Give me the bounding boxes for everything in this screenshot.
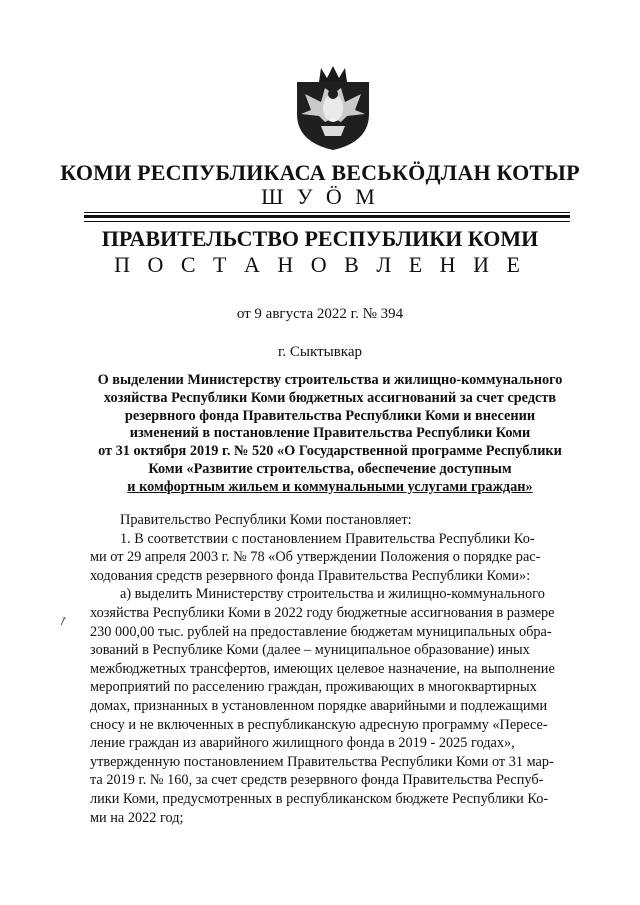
paragraph-line: лики Коми, предусмотренных в республиканском бюджете Республики Ко- (90, 790, 549, 807)
paragraph-line: мероприятий по расселению граждан, проживающих в многоквартирных (90, 679, 537, 696)
coat-of-arms-icon (291, 64, 375, 152)
title-line: и комфортным жильем и коммунальными услугами граждан» (127, 478, 533, 495)
paragraph-line: сносу и не включенных в республиканскую адресную программу «Пересе- (90, 716, 548, 733)
date-number: от 9 августа 2022 г. № 394 (236, 306, 404, 322)
title-line: О выделении Министерству строительства и жилищно-коммунального (97, 372, 563, 388)
paragraph-line: домах, признанных в установленном порядке аварийными и подлежащими (90, 697, 548, 714)
title-line: от 31 октября 2019 г. № 520 «О Государственной программе Республики (98, 443, 562, 460)
title-line: хозяйства Республики Коми бюджетных ассигнований за счет средств (103, 389, 557, 406)
title-line: резервного фонда Правительства Республики Коми и внесении (124, 407, 536, 424)
komi-subtitle: Ш У Ӧ М (261, 184, 379, 209)
city: г. Сыктывкар (277, 344, 363, 360)
paragraph-line: утвержденную постановлением Правительства Республики Коми от 31 мар- (90, 753, 554, 770)
resolution-title (70, 372, 590, 497)
divider (84, 212, 570, 213)
divider (84, 215, 570, 218)
government-title: ПРАВИТЕЛЬСТВО РЕСПУБЛИКИ КОМИ (101, 226, 539, 251)
paragraph-line: та 2019 г. № 160, за счет средств резервного фонда Правительства Респуб- (90, 772, 544, 789)
paragraph-line: а) выделить Министерству строительства и жилищно-коммунального (120, 586, 545, 603)
margin-mark: ↗ (55, 612, 70, 630)
komi-title: КОМИ РЕСПУБЛИКАСА ВЕСЬКӦДЛАН КОТЫР (60, 160, 580, 185)
paragraph-line: ми на 2022 год; (90, 809, 184, 826)
paragraph-line: ходования средств резервного фонда Правительства Республики Коми»: (90, 567, 531, 584)
document-type: П О С Т А Н О В Л Е Н И Е (114, 252, 526, 277)
title-line: изменений в постановление Правительства Республики Коми (129, 425, 531, 442)
paragraph-line: зований в Республике Коми (далее – муниципальное образование) иных (90, 642, 530, 659)
title-line: Коми «Развитие строительства, обеспечение доступным (148, 460, 512, 477)
paragraph-line: 230 000,00 тыс. рублей на предоставление бюджетам муниципальных обра- (90, 623, 552, 640)
paragraph-line: ление граждан из аварийного жилищного фонда в 2019 - 2025 годах», (90, 735, 515, 752)
intro-line: Правительство Республики Коми постановляет: (120, 512, 412, 528)
paragraph-line: ми от 29 апреля 2003 г. № 78 «Об утверждении Положения о порядке рас- (90, 549, 541, 566)
paragraph-line: хозяйства Республики Коми в 2022 году бюджетные ассигнования в размере (90, 604, 555, 621)
divider (84, 221, 570, 222)
paragraph-line: 1. В соответствии с постановлением Правительства Республики Ко- (120, 530, 535, 547)
paragraph-line: межбюджетных трансфертов, имеющих целевое назначение, на выполнение (90, 660, 555, 677)
document-body (90, 511, 578, 827)
